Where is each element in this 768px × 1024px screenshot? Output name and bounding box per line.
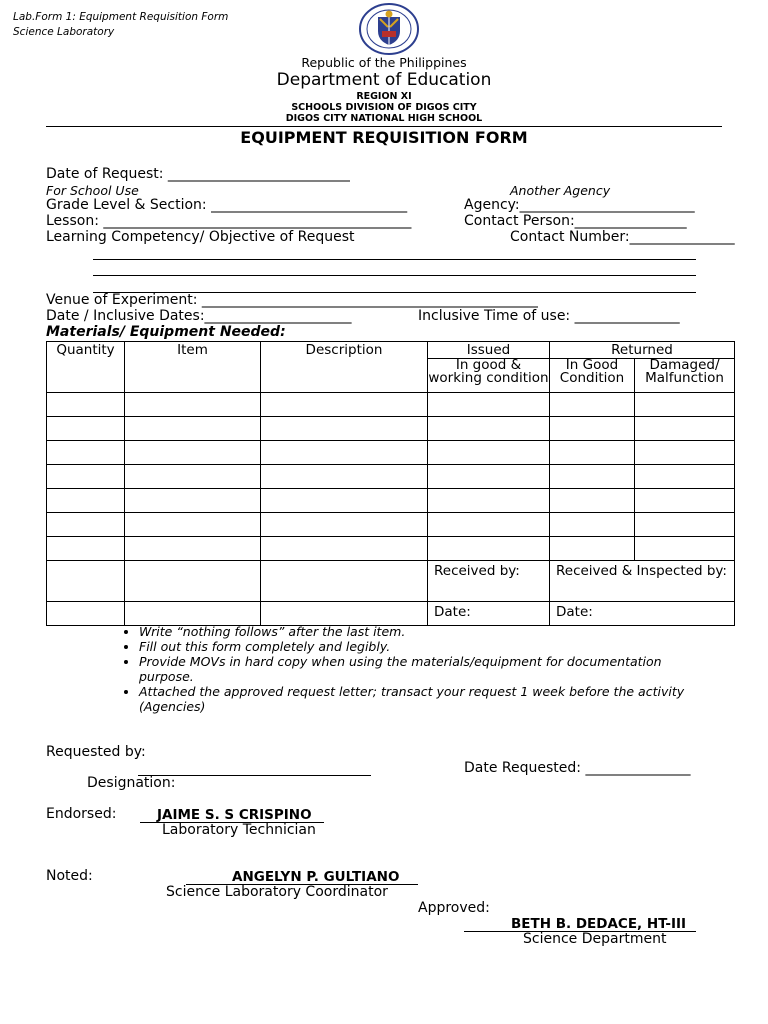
designation-label: Designation: — [87, 775, 176, 791]
col-issued-header: Issued — [428, 342, 550, 359]
table-cell[interactable] — [428, 537, 550, 561]
school-line: DIGOS CITY NATIONAL HIGH SCHOOL — [285, 113, 483, 124]
table-row[interactable] — [47, 537, 735, 561]
table-cell[interactable] — [550, 537, 635, 561]
instructions-list — [114, 624, 719, 714]
table-cell[interactable] — [47, 513, 125, 537]
table-cell[interactable] — [47, 417, 125, 441]
approver-title: Science Department — [523, 931, 667, 947]
col-quantity-header: Quantity — [47, 342, 125, 393]
contact-person-field[interactable]: Contact Person:________________ — [464, 213, 687, 229]
table-row-received[interactable] — [47, 561, 735, 602]
table-cell[interactable] — [428, 393, 550, 417]
table-cell[interactable] — [47, 465, 125, 489]
date-of-request-field[interactable]: Date of Request: __________________________ — [46, 166, 350, 182]
table-cell[interactable] — [261, 393, 428, 417]
table-cell[interactable] — [428, 489, 550, 513]
materials-heading: Materials/ Equipment Needed: — [46, 324, 286, 340]
form-title: EQUIPMENT REQUISITION FORM — [240, 128, 528, 147]
endorser-title: Laboratory Technician — [162, 822, 316, 838]
table-row[interactable] — [47, 417, 735, 441]
table-cell[interactable] — [550, 465, 635, 489]
venue-field[interactable]: Venue of Experiment: ________________________________________________ — [46, 292, 538, 308]
col-item-header: Item — [125, 342, 261, 393]
table-cell[interactable] — [261, 417, 428, 441]
republic-line: Republic of the Philippines — [301, 55, 467, 70]
equipment-table — [46, 341, 735, 626]
table-cell[interactable] — [47, 441, 125, 465]
another-agency-label: Another Agency — [510, 183, 611, 198]
table-cell[interactable] — [261, 537, 428, 561]
table-cell[interactable] — [47, 393, 125, 417]
agency-field[interactable]: Agency:_________________________ — [464, 197, 695, 213]
table-cell[interactable] — [125, 393, 261, 417]
table-cell[interactable] — [261, 489, 428, 513]
table-cell[interactable] — [125, 417, 261, 441]
sub-issued-header: In good & working condition — [428, 359, 550, 393]
form-code: Lab.Form 1: Equipment Requisition Form — [13, 11, 229, 23]
table-cell[interactable] — [47, 489, 125, 513]
table-cell[interactable] — [261, 465, 428, 489]
table-cell[interactable] — [550, 441, 635, 465]
approver-name: BETH B. DEDACE, HT-III — [511, 916, 687, 932]
lesson-field[interactable]: Lesson: ____________________________________________ — [46, 213, 412, 229]
issued-date-cell[interactable]: Date: — [428, 602, 550, 626]
table-cell[interactable] — [635, 465, 735, 489]
table-row[interactable] — [47, 513, 735, 537]
date-requested-field[interactable]: Date Requested: _______________ — [464, 760, 691, 776]
received-inspected-by-cell[interactable]: Received & Inspected by: — [550, 561, 735, 602]
table-header-row — [47, 342, 735, 359]
table-row[interactable] — [47, 393, 735, 417]
noter-name: ANGELYN P. GULTIANO — [232, 869, 400, 885]
header-divider — [46, 126, 722, 127]
sub-good-condition-header: In Good Condition — [550, 359, 635, 393]
table-cell[interactable] — [261, 441, 428, 465]
requested-by-label: Requested by: — [46, 744, 146, 760]
received-by-cell[interactable]: Received by: — [428, 561, 550, 602]
grade-section-field[interactable]: Grade Level & Section: ____________________________ — [46, 197, 408, 213]
competency-line-2[interactable] — [93, 275, 696, 276]
department-name: Department of Education — [276, 70, 492, 90]
table-cell[interactable] — [635, 537, 735, 561]
table-cell[interactable] — [125, 465, 261, 489]
table-cell[interactable] — [125, 561, 261, 602]
table-cell[interactable] — [125, 537, 261, 561]
deped-seal-logo — [358, 3, 420, 55]
time-of-use-field[interactable]: Inclusive Time of use: _______________ — [418, 308, 680, 324]
returned-date-cell[interactable]: Date: — [550, 602, 735, 626]
table-row[interactable] — [47, 441, 735, 465]
table-cell[interactable] — [635, 441, 735, 465]
table-cell[interactable] — [47, 602, 125, 626]
table-cell[interactable] — [125, 489, 261, 513]
table-cell[interactable] — [635, 393, 735, 417]
col-returned-header: Returned — [550, 342, 735, 359]
table-cell[interactable] — [635, 417, 735, 441]
table-row[interactable] — [47, 465, 735, 489]
list-item: • Write “nothing follows” after the last item. — [139, 624, 719, 639]
col-description-header: Description — [261, 342, 428, 393]
inclusive-dates-field[interactable]: Date / Inclusive Dates:_____________________ — [46, 308, 352, 324]
for-school-use-label: For School Use — [46, 183, 139, 198]
table-cell[interactable] — [550, 489, 635, 513]
noter-title: Science Laboratory Coordinator — [166, 884, 388, 900]
endorser-name: JAIME S. S CRISPINO — [157, 807, 312, 823]
table-cell[interactable] — [261, 513, 428, 537]
endorsed-label: Endorsed: — [46, 806, 117, 822]
table-cell[interactable] — [261, 561, 428, 602]
competency-label: Learning Competency/ Objective of Request — [46, 229, 355, 245]
list-item: • Attached the approved request letter; transact your request 1 week before the activity (Agencies) — [139, 684, 719, 714]
division-line: SCHOOLS DIVISION OF DIGOS CITY — [291, 102, 477, 113]
contact-number-field[interactable]: Contact Number:_______________ — [510, 229, 735, 245]
table-cell[interactable] — [125, 602, 261, 626]
table-cell[interactable] — [428, 441, 550, 465]
noted-label: Noted: — [46, 868, 93, 884]
table-cell[interactable] — [125, 441, 261, 465]
table-cell[interactable] — [125, 513, 261, 537]
table-cell[interactable] — [428, 417, 550, 441]
sub-damaged-header: Damaged/ Malfunction — [635, 359, 735, 393]
table-cell[interactable] — [261, 602, 428, 626]
table-cell[interactable] — [635, 513, 735, 537]
table-cell[interactable] — [550, 513, 635, 537]
list-item: • Provide MOVs in hard copy when using the materials/equipment for documentation purpose. — [139, 654, 719, 684]
table-cell[interactable] — [550, 417, 635, 441]
region-line: REGION XI — [356, 91, 412, 102]
approved-label: Approved: — [418, 900, 490, 916]
competency-line-1[interactable] — [93, 259, 696, 260]
table-cell[interactable] — [428, 513, 550, 537]
table-cell[interactable] — [428, 465, 550, 489]
table-cell[interactable] — [635, 489, 735, 513]
table-cell[interactable] — [47, 561, 125, 602]
lab-name: Science Laboratory — [13, 26, 115, 38]
table-cell[interactable] — [550, 393, 635, 417]
table-row-date[interactable] — [47, 602, 735, 626]
table-row[interactable] — [47, 489, 735, 513]
list-item: • Fill out this form completely and legibly. — [139, 639, 719, 654]
table-cell[interactable] — [47, 537, 125, 561]
